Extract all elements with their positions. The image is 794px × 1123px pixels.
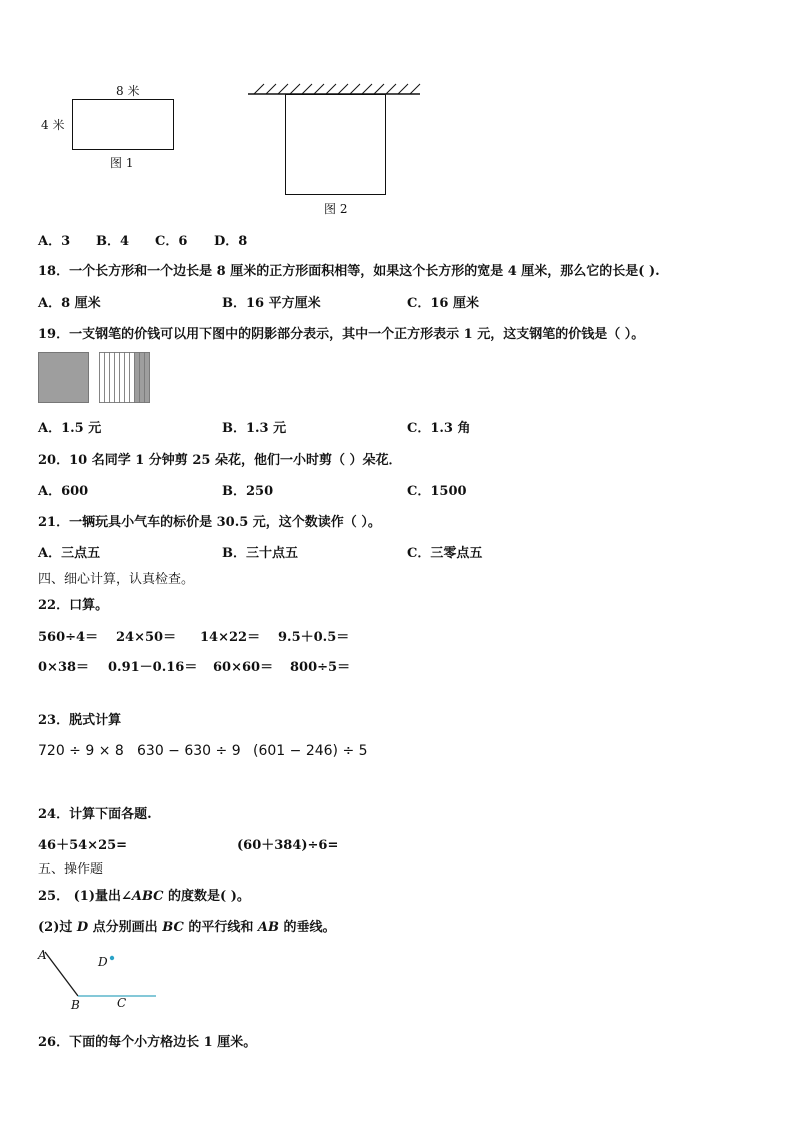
q22-r2-c1: 0×38＝ <box>38 660 90 675</box>
q17-option-c: C．6 <box>155 234 188 249</box>
q19-full-square <box>38 352 89 403</box>
q19-strip <box>125 353 130 403</box>
q24-expr-2: (60＋384)÷6= <box>237 838 339 853</box>
q22-r2-c2: 0.91－0.16＝ <box>108 660 198 675</box>
fig1-caption: 图 1 <box>110 156 134 170</box>
fig2-square <box>285 94 386 195</box>
q20-option-a: A．600 <box>38 484 89 499</box>
q19-strip <box>110 353 115 403</box>
q25-point-c: C <box>117 996 127 1010</box>
q25-line2-d: D <box>76 920 89 935</box>
q20-option-c: C．1500 <box>407 484 467 499</box>
q18-stem: 18．一个长方形和一个边长是 8 厘米的正方形面积相等，如果这个长方形的宽是 4 厘米，那么它的长是( ). <box>38 264 660 279</box>
fig2-caption: 图 2 <box>324 202 348 216</box>
q23-expr-3: (601 − 246) ÷ 5 <box>253 743 368 759</box>
q19-stem: 19．一支钢笔的价钱可以用下图中的阴影部分表示，其中一个正方形表示 1 元，这支钢笔的价钱是（ ）。 <box>38 327 645 342</box>
q25-line2-pre: (2)过 <box>38 920 77 935</box>
q19-partial-square <box>99 352 150 403</box>
q26-stem: 26．下面的每个小方格边长 1 厘米。 <box>38 1035 257 1050</box>
q19-strip <box>140 353 145 403</box>
q22-r1-c3: 14×22＝ <box>200 630 261 645</box>
q17-option-d: D．8 <box>214 234 248 249</box>
q25-line1-pre: 25． (1)量出∠ <box>38 889 132 904</box>
q25-line2-ab: AB <box>257 920 279 935</box>
q21-option-c: C．三零点五 <box>407 546 483 561</box>
q19-strip <box>105 353 110 403</box>
q23-expr-1: 720 ÷ 9 × 8 <box>38 743 124 759</box>
q19-strip <box>115 353 120 403</box>
q22-r2-c3: 60×60＝ <box>213 660 274 675</box>
q25-line2-bc: BC <box>162 920 184 935</box>
q19-strip <box>145 353 150 403</box>
q23-stem: 23．脱式计算 <box>38 713 122 728</box>
q21-option-b: B．三十点五 <box>222 546 298 561</box>
q17-option-a: A．3 <box>38 234 71 249</box>
q22-r1-c4: 9.5＋0.5＝ <box>278 630 350 645</box>
q25-point-d: D <box>98 955 108 969</box>
q25-point-b: B <box>71 998 80 1012</box>
q24-expr-1: 46＋54×25= <box>38 838 128 853</box>
q19-strip <box>135 353 140 403</box>
q25-angle-name: ABC <box>131 889 164 904</box>
q20-stem: 20．10 名同学 1 分钟剪 25 朵花，他们一小时剪（ ）朵花． <box>38 453 402 468</box>
q19-option-b: B．1.3 元 <box>222 421 287 436</box>
q20-option-b: B．250 <box>222 484 274 499</box>
q23-expr-2: 630 − 630 ÷ 9 <box>137 743 241 759</box>
q19-strip <box>120 353 125 403</box>
q25-line1-post: 的度数是( )。 <box>163 889 250 904</box>
q19-strip <box>100 353 105 403</box>
q19-option-c: C．1.3 角 <box>407 421 471 436</box>
fig1-rectangle <box>72 99 174 150</box>
q22-r1-c1: 560÷4＝ <box>38 630 99 645</box>
q21-option-a: A．三点五 <box>38 546 101 561</box>
section4-title: 四、细心计算，认真检查。 <box>38 572 195 587</box>
q22-r2-c4: 800÷5＝ <box>290 660 351 675</box>
q24-stem: 24．计算下面各题. <box>38 807 152 822</box>
q25-line2-mid2: 的平行线和 <box>183 920 258 935</box>
q25-line1 <box>38 885 250 904</box>
q17-option-b: B．4 <box>96 234 130 249</box>
q19-strip <box>130 353 135 403</box>
q22-stem: 22．口算。 <box>38 598 109 613</box>
q25-line2 <box>38 916 335 935</box>
fig1-side-label: 4 米 <box>41 118 65 132</box>
q25-point-a: A <box>38 948 47 962</box>
q18-option-b: B．16 平方厘米 <box>222 296 321 311</box>
q19-option-a: A．1.5 元 <box>38 421 102 436</box>
q18-option-c: C．16 厘米 <box>407 296 479 311</box>
q18-option-a: A．8 厘米 <box>38 296 101 311</box>
q25-line2-mid: 点分别画出 <box>88 920 163 935</box>
q25-line2-post: 的垂线。 <box>278 920 336 935</box>
section5-title: 五、操作题 <box>38 862 104 877</box>
fig1-top-label: 8 米 <box>116 84 140 98</box>
q22-r1-c2: 24×50＝ <box>116 630 177 645</box>
q21-stem: 21．一辆玩具小气车的标价是 30.5 元，这个数读作（ ）。 <box>38 515 381 530</box>
